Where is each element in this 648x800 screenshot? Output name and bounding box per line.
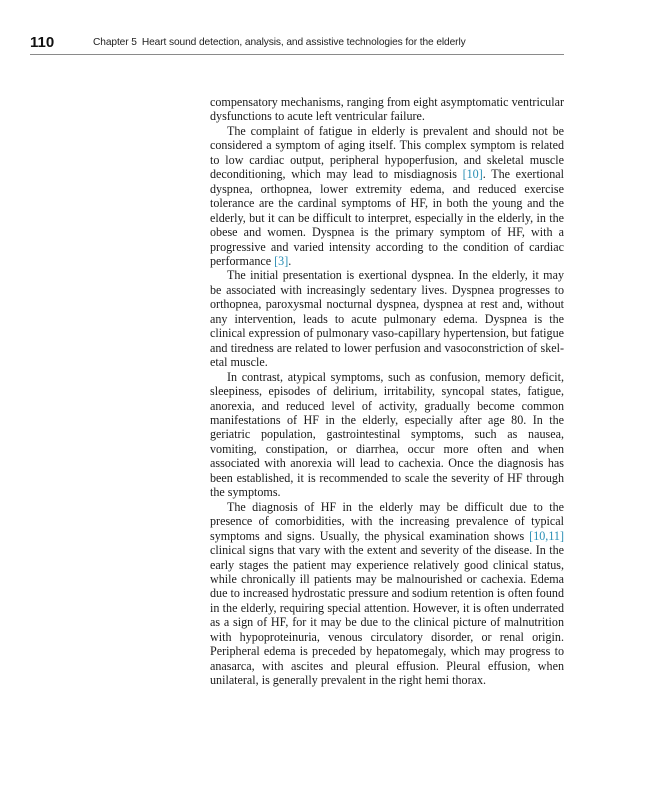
body-text [210, 95, 564, 688]
paragraph-initial-presentation [210, 268, 564, 369]
page-number: 110 [30, 34, 55, 51]
paragraph-text: The diagnosis of HF in the elderly may be difficult due to the presence of comorbidities, with the increasing prevalence of typical symptoms and signs. Usually, the physical examination shows [210, 499, 564, 543]
paragraph-text: clinical signs that vary with the extent and severity of the disease. In the early stages the patient may experience relatively good clinical status, while chronically ill patients may be malnourished or cachexia. Edema due to increased hydrostatic pressure and sodium retention is often found in the elderly, requiring special attention. However, it is often underrated as a sign of HF, for it may be due to the clinical picture of malnutrition with hypoproteinuria, venous circulatory disorder, or renal origin. Peripheral edema is preceded by hepatomegaly, which may progress to anasarca, with ascites and pleural effusion. Pleural effusion, when unilateral, is generally prevalent in the right hemi thorax. [210, 543, 564, 688]
chapter-label [93, 37, 466, 49]
citation-link[interactable]: [10,11] [529, 528, 564, 543]
paragraph-text: . The exertional dyspnea, orthopnea, lower extremity edema, and reduced exercise tolerance are the cardinal symptoms of HF, in both the young and the elderly, but it can be difficult to interpret, especially in the elderly, in the obese and women. Dyspnea is the primary symptom of HF, with a progressive and varied intensity according to the condition of cardiac performance [210, 167, 564, 268]
paragraph-continued [210, 95, 564, 124]
citation-link[interactable]: [10] [462, 167, 483, 182]
paragraph-text: The initial presentation is exertional dyspnea. In the elderly, it may be associated with increasingly sedentary lives. Dyspnea progresses to orthopnea, paroxysmal nocturnal dyspnea, dyspnea at rest and, without any intervention, leads to acute pulmonary edema. Dyspnea is the clinical expression of pulmonary vaso-capillary hypertension, but fatigue and tiredness are related to lower perfusion and vasoconstriction of skeletal muscle. [210, 268, 564, 370]
paragraph-text: In contrast, atypical symptoms, such as confusion, memory deficit, sleepiness, episodes of delirium, irritability, syncopal states, fatigue, anorexia, and reduced level of activity, gradually become common manifestations of HF in the elderly, especially after age 80. In the geriatric population, gastrointestinal symptoms, such as nausea, vomiting, constipation, or diarrhea, occur more often and when associated with anorexia will lead to cachexia. Once the diagnosis has been established, it is recommended to scale the severity of HF through the symptoms. [210, 369, 564, 500]
running-head [30, 34, 564, 55]
paragraph-text: . [288, 253, 292, 268]
chapter-number: Chapter 5 [93, 37, 137, 48]
paragraph-atypical-symptoms [210, 370, 564, 500]
chapter-title: Heart sound detection, analysis, and assistive technologies for the elderly [141, 37, 466, 48]
paragraph-text: The complaint of fatigue in elderly is prevalent and should not be considered a symptom of aging itself. This complex symptom is related to low cardiac output, peripheral hypoperfusion, and skeletal muscle deconditioning, which may lead to misdiagnosis [210, 123, 564, 182]
paragraph-text: compensatory mechanisms, ranging from eight asymptomatic ventricular dysfunctions to acute left ventricular failure. [210, 95, 564, 124]
paragraph-fatigue [210, 124, 564, 269]
paragraph-diagnosis [210, 500, 564, 688]
citation-link[interactable]: [3] [274, 253, 289, 268]
